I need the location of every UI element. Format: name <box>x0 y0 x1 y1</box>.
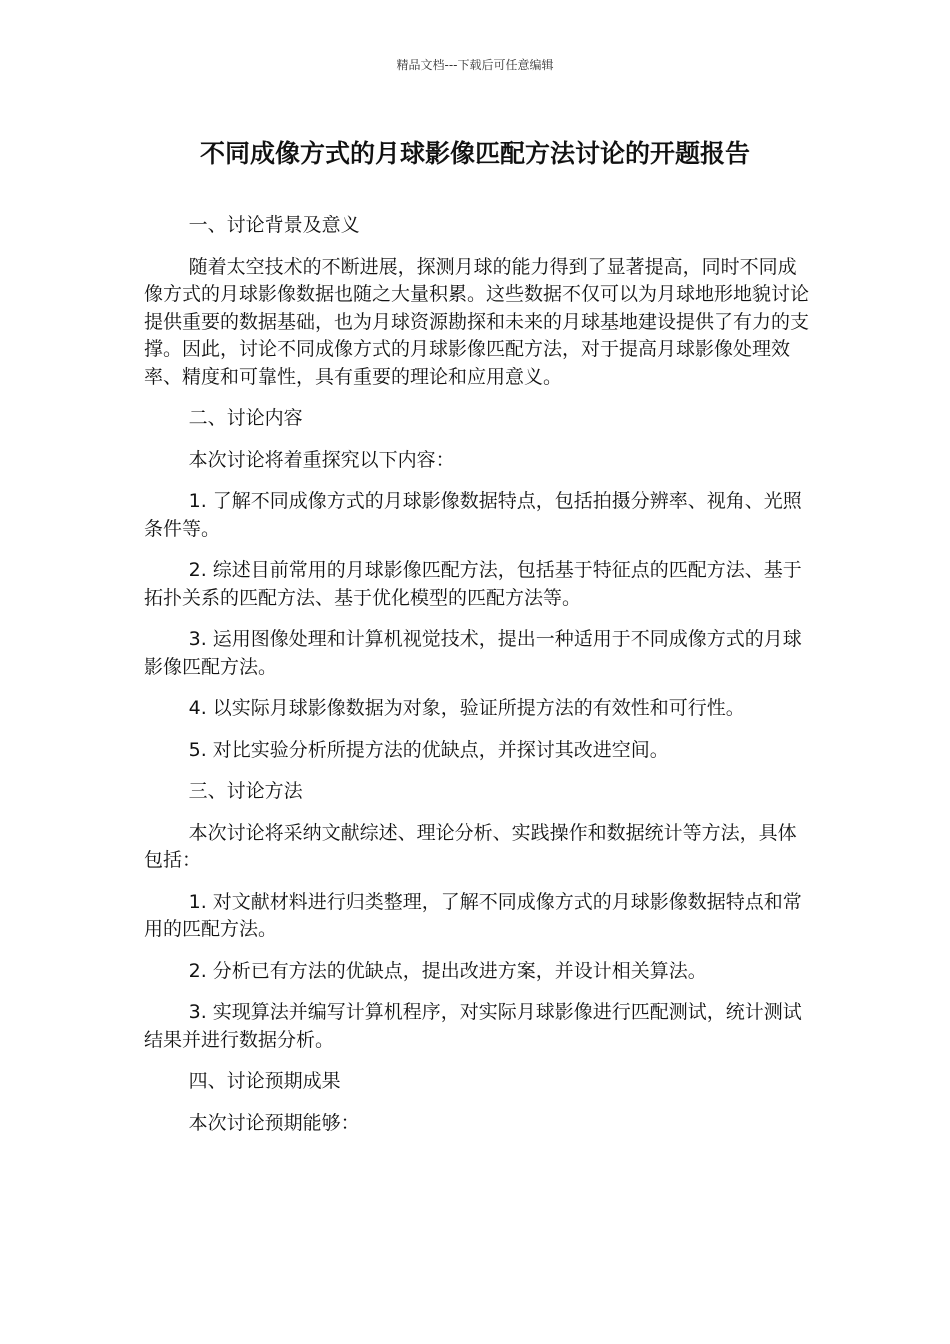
paragraph-content-intro: 本次讨论将着重探究以下内容： <box>188 448 455 471</box>
content-item-3: 3. 运用图像处理和计算机视觉技术，提出一种适用于不同成像方式的月球影像匹配方法。 <box>144 628 802 678</box>
section-heading-method: 三、讨论方法 <box>188 780 303 802</box>
page-header: 精品文档---下载后可任意编辑 <box>396 58 554 72</box>
document-body <box>144 212 812 1151</box>
document-title: 不同成像方式的月球影像匹配方法讨论的开题报告 <box>199 139 750 168</box>
method-item-3: 3. 实现算法并编写计算机程序，对实际月球影像进行匹配测试，统计测试结果并进行数据分析。 <box>144 1001 802 1051</box>
paragraph-results-intro: 本次讨论预期能够： <box>188 1111 360 1134</box>
method-item-1: 1. 对文献材料进行归类整理，了解不同成像方式的月球影像数据特点和常用的匹配方法。 <box>144 890 802 940</box>
content-item-4: 4. 以实际月球影像数据为对象，验证所提方法的有效性和可行性。 <box>188 697 745 719</box>
section-heading-results: 四、讨论预期成果 <box>188 1070 341 1092</box>
section-heading-background: 一、讨论背景及意义 <box>188 214 360 236</box>
content-item-1: 1. 了解不同成像方式的月球影像数据特点，包括拍摄分辨率、视角、光照条件等。 <box>144 490 802 540</box>
method-item-2: 2. 分析已有方法的优缺点，提出改进方案，并设计相关算法。 <box>188 959 707 982</box>
content-item-2: 2. 综述目前常用的月球影像匹配方法，包括基于特征点的匹配方法、基于拓扑关系的匹配方法、基于优化模型的匹配方法等。 <box>144 559 802 609</box>
paragraph-background: 随着太空技术的不断进展，探测月球的能力得到了显著提高，同时不同成像方式的月球影像数据也随之大量积累。这些数据不仅可以为月球地形地貌讨论提供重要的数据基础，也为月球资源勘探和未来的月球基地建设提供了有力的支撑。因此，讨论不同成像方式的月球影像匹配方法，对于提高月球影像处理效率、精度和可靠性，具有重要的理论和应用意义。 <box>144 255 810 388</box>
content-item-5: 5. 对比实验分析所提方法的优缺点，并探讨其改进空间。 <box>188 738 669 761</box>
paragraph-method-intro: 本次讨论将采纳文献综述、理论分析、实践操作和数据统计等方法，具体包括： <box>144 821 797 871</box>
section-heading-content: 二、讨论内容 <box>188 407 303 429</box>
